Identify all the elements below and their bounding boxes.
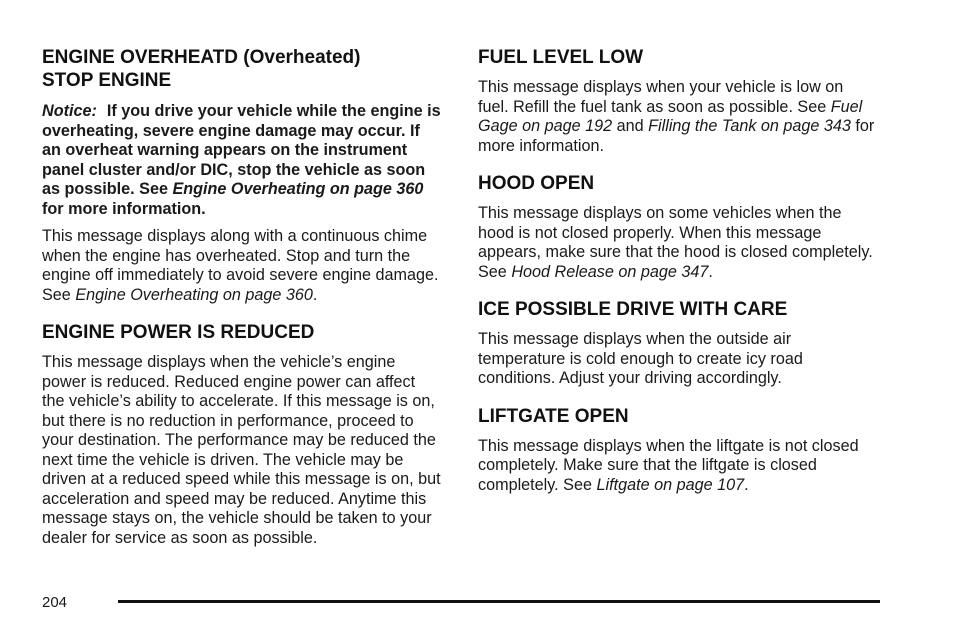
fuel-reference-2: Filling the Tank on page 343 xyxy=(648,117,851,135)
section-heading-hood-open: HOOD OPEN xyxy=(478,173,595,194)
fuel-text: This message displays when your vehicle is low on fuel. Refill the fuel tank as soon as possible. See xyxy=(478,78,844,116)
fuel-reference-1: Fuel Gage on page 192 xyxy=(478,97,863,135)
liftgate-text: This message displays when the liftgate is not closed completely. Make sure that the liftgate is closed completely. See xyxy=(478,436,859,494)
overheat-tail: . xyxy=(312,285,318,304)
hood-tail: . xyxy=(708,262,713,281)
overheat-text: This message displays along with a continuous chime when the engine has overheated. Stop and turn the engine off immediately to avoid severe engine damage. See xyxy=(42,227,439,304)
section-heading-liftgate-open: LIFTGATE OPEN xyxy=(478,405,629,427)
liftgate-tail: . xyxy=(744,475,749,494)
overheat-reference: Engine Overheating on page 360 xyxy=(75,285,313,304)
notice-tail: for more information. xyxy=(42,199,206,218)
section-heading-fuel-level: FUEL LEVEL LOW xyxy=(478,47,644,68)
fuel-paragraph xyxy=(478,78,878,156)
fuel-tail: for more information. xyxy=(478,117,875,155)
notice-label: Notice: xyxy=(42,102,97,120)
section-heading-engine-overheated xyxy=(42,46,442,92)
engine-power-paragraph: This message displays when the vehicle’s engine power is reduced. Reduced engine power can affect the vehicle’s ability to accelerate. If this message is on, but there is no reduction in performance, proceed to your destination. The performance may be reduced the next time the vehicle is driven. The vehicle may be driven at a reduced speed while this message is on, but acceleration and speed may be reduced. Anytime this message stays on, the vehicle should be taken to your dealer for service as soon as possible. xyxy=(42,353,441,547)
page-number: 204 xyxy=(42,594,68,611)
left-column xyxy=(42,46,442,548)
hood-paragraph xyxy=(478,204,878,282)
right-column xyxy=(478,46,878,495)
hood-text: This message displays on some vehicles when the hood is not closed properly. When this message appears, make sure that the hood is closed completely. See xyxy=(478,204,873,281)
heading-line-2: STOP ENGINE xyxy=(42,70,172,91)
footer-divider xyxy=(118,600,880,603)
overheat-paragraph xyxy=(42,227,442,305)
hood-reference: Hood Release on page 347 xyxy=(511,262,709,281)
ice-paragraph: This message displays when the outside air temperature is cold enough to create icy road conditions. Adjust your driving accordingly. xyxy=(478,330,803,387)
section-heading-ice-possible: ICE POSSIBLE DRIVE WITH CARE xyxy=(478,299,788,320)
notice-reference: Engine Overheating on page 360 xyxy=(172,180,424,198)
notice-text: If you drive your vehicle while the engine is overheating, severe engine damage may occur. If an overheat warning appears on the instrument panel cluster and/or DIC, stop the vehicle as soon as possible. See xyxy=(42,102,441,198)
heading-line-1: ENGINE OVERHEATD (Overheated) xyxy=(42,47,361,68)
liftgate-reference: Liftgate on page 107 xyxy=(596,475,745,494)
section-heading-engine-power: ENGINE POWER IS REDUCED xyxy=(42,322,315,343)
fuel-and: and xyxy=(612,117,649,135)
liftgate-paragraph xyxy=(478,437,878,496)
notice-paragraph xyxy=(42,102,442,219)
